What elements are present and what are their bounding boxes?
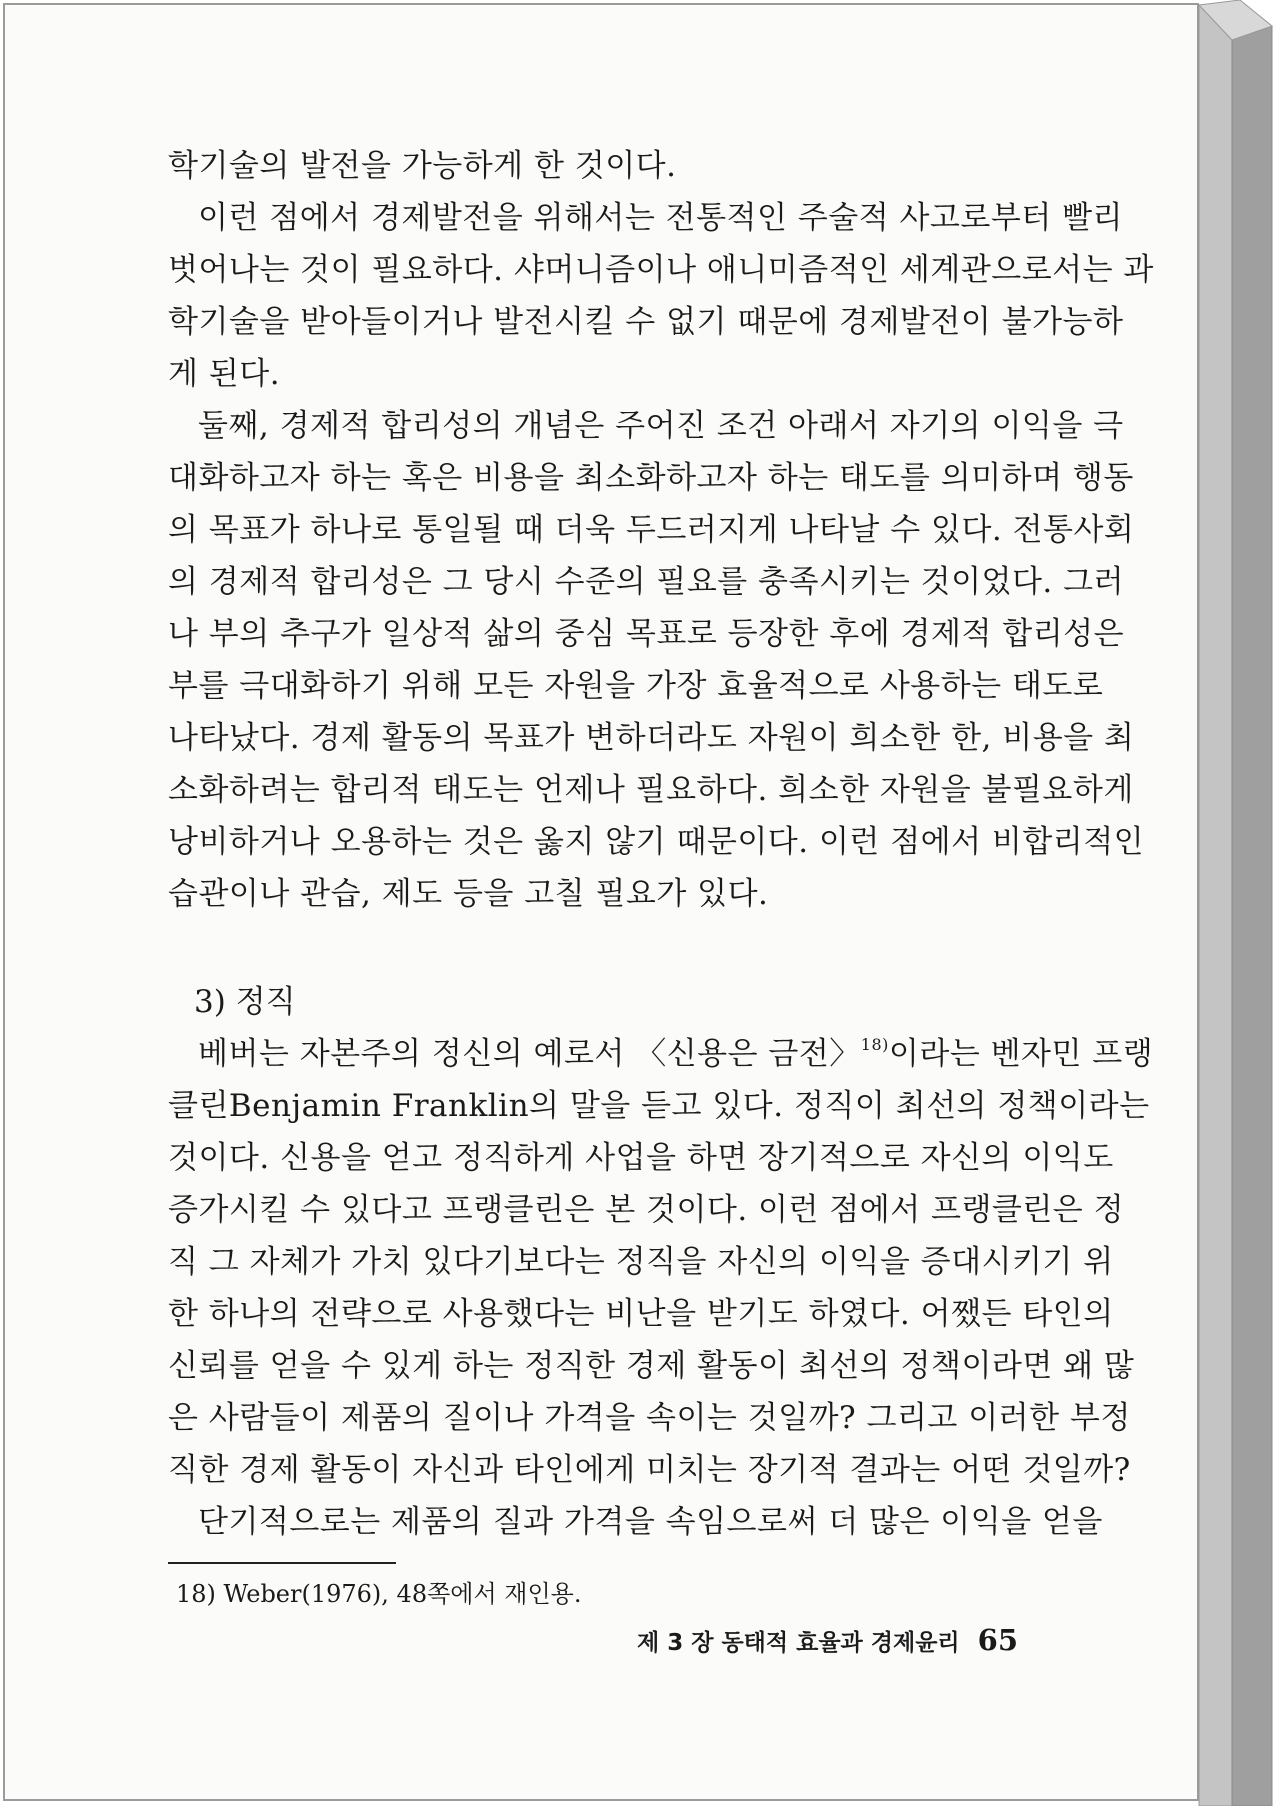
text-line: 학기술의 발전을 가능하게 한 것이다.: [168, 148, 677, 184]
text-line: 은 사람들이 제품의 질이나 가격을 속이는 것일까? 그리고 이러한 부정: [168, 1400, 1131, 1436]
page-number: 65: [977, 1623, 1018, 1657]
running-footer: [168, 1620, 1018, 1663]
text-line: 한 하나의 전략으로 사용했다는 비난을 받기도 하였다. 어쨌든 타인의: [168, 1296, 1114, 1332]
text-line: 부를 극대화하기 위해 모든 자원을 가장 효율적으로 사용하는 태도로: [168, 668, 1104, 704]
text-line: 대화하고자 하는 혹은 비용을 최소화하고자 하는 태도를 의미하며 행동: [168, 460, 1134, 496]
text-line: 나타났다. 경제 활동의 목표가 변하더라도 자원이 희소한 한, 비용을 최: [168, 720, 1135, 756]
section-heading: 3) 정직: [194, 984, 296, 1020]
page-body: [168, 140, 1154, 1614]
text-line: 학기술을 받아들이거나 발전시킬 수 없기 때문에 경제발전이 불가능하: [168, 304, 1124, 340]
footnote: 18) Weber(1976), 48쪽에서 재인용.: [176, 1580, 582, 1608]
footnote-divider: [168, 1562, 396, 1564]
text-line: [168, 1028, 1154, 1080]
chapter-title: 제 3 장 동태적 효율과 경제윤리: [636, 1630, 960, 1656]
footnote-reference: 18): [860, 1035, 889, 1054]
text-line: 소화하려는 합리적 태도는 언제나 필요하다. 희소한 자원을 불필요하게: [168, 772, 1134, 808]
text-line: 것이다. 신용을 얻고 정직하게 사업을 하면 장기적으로 자신의 이익도: [168, 1140, 1114, 1176]
text-line: 둘째, 경제적 합리성의 개념은 주어진 조건 아래서 자기의 이익을 극: [198, 408, 1124, 444]
text-line: 신뢰를 얻을 수 있게 하는 정직한 경제 활동이 최선의 정책이라면 왜 많: [168, 1348, 1135, 1384]
text-line: 직 그 자체가 가치 있다기보다는 정직을 자신의 이익을 증대시키기 위: [168, 1244, 1114, 1280]
text-line: 습관이나 관습, 제도 등을 고칠 필요가 있다.: [168, 876, 769, 912]
text-fragment: 베버는 자본주의 정신의 예로서 〈신용은 금전〉: [198, 1036, 861, 1072]
text-line: 직한 경제 활동이 자신과 타인에게 미치는 장기적 결과는 어떤 것일까?: [168, 1452, 1131, 1488]
text-line: 증가시킬 수 있다고 프랭클린은 본 것이다. 이런 점에서 프랭클린은 정: [168, 1192, 1125, 1228]
text-line: 나 부의 추구가 일상적 삶의 중심 목표로 등장한 후에 경제적 합리성은: [168, 616, 1125, 652]
text-line: 게 된다.: [168, 356, 281, 392]
text-fragment: 이라는 벤자민 프랭: [888, 1036, 1154, 1072]
text-line: 단기적으로는 제품의 질과 가격을 속임으로써 더 많은 이익을 얻을: [198, 1504, 1103, 1540]
text-line: 클린Benjamin Franklin의 말을 듣고 있다. 정직이 최선의 정책이라는: [168, 1088, 1150, 1124]
text-line: 낭비하거나 오용하는 것은 옳지 않기 때문이다. 이런 점에서 비합리적인: [168, 824, 1145, 860]
text-line: 의 목표가 하나로 통일될 때 더욱 두드러지게 나타날 수 있다. 전통사회: [168, 512, 1135, 548]
text-line: 벗어나는 것이 필요하다. 샤머니즘이나 애니미즘적인 세계관으로서는 과: [168, 252, 1154, 288]
text-line: 이런 점에서 경제발전을 위해서는 전통적인 주술적 사고로부터 빨리: [198, 200, 1123, 236]
text-line: 의 경제적 합리성은 그 당시 수준의 필요를 충족시키는 것이었다. 그러: [168, 564, 1125, 600]
